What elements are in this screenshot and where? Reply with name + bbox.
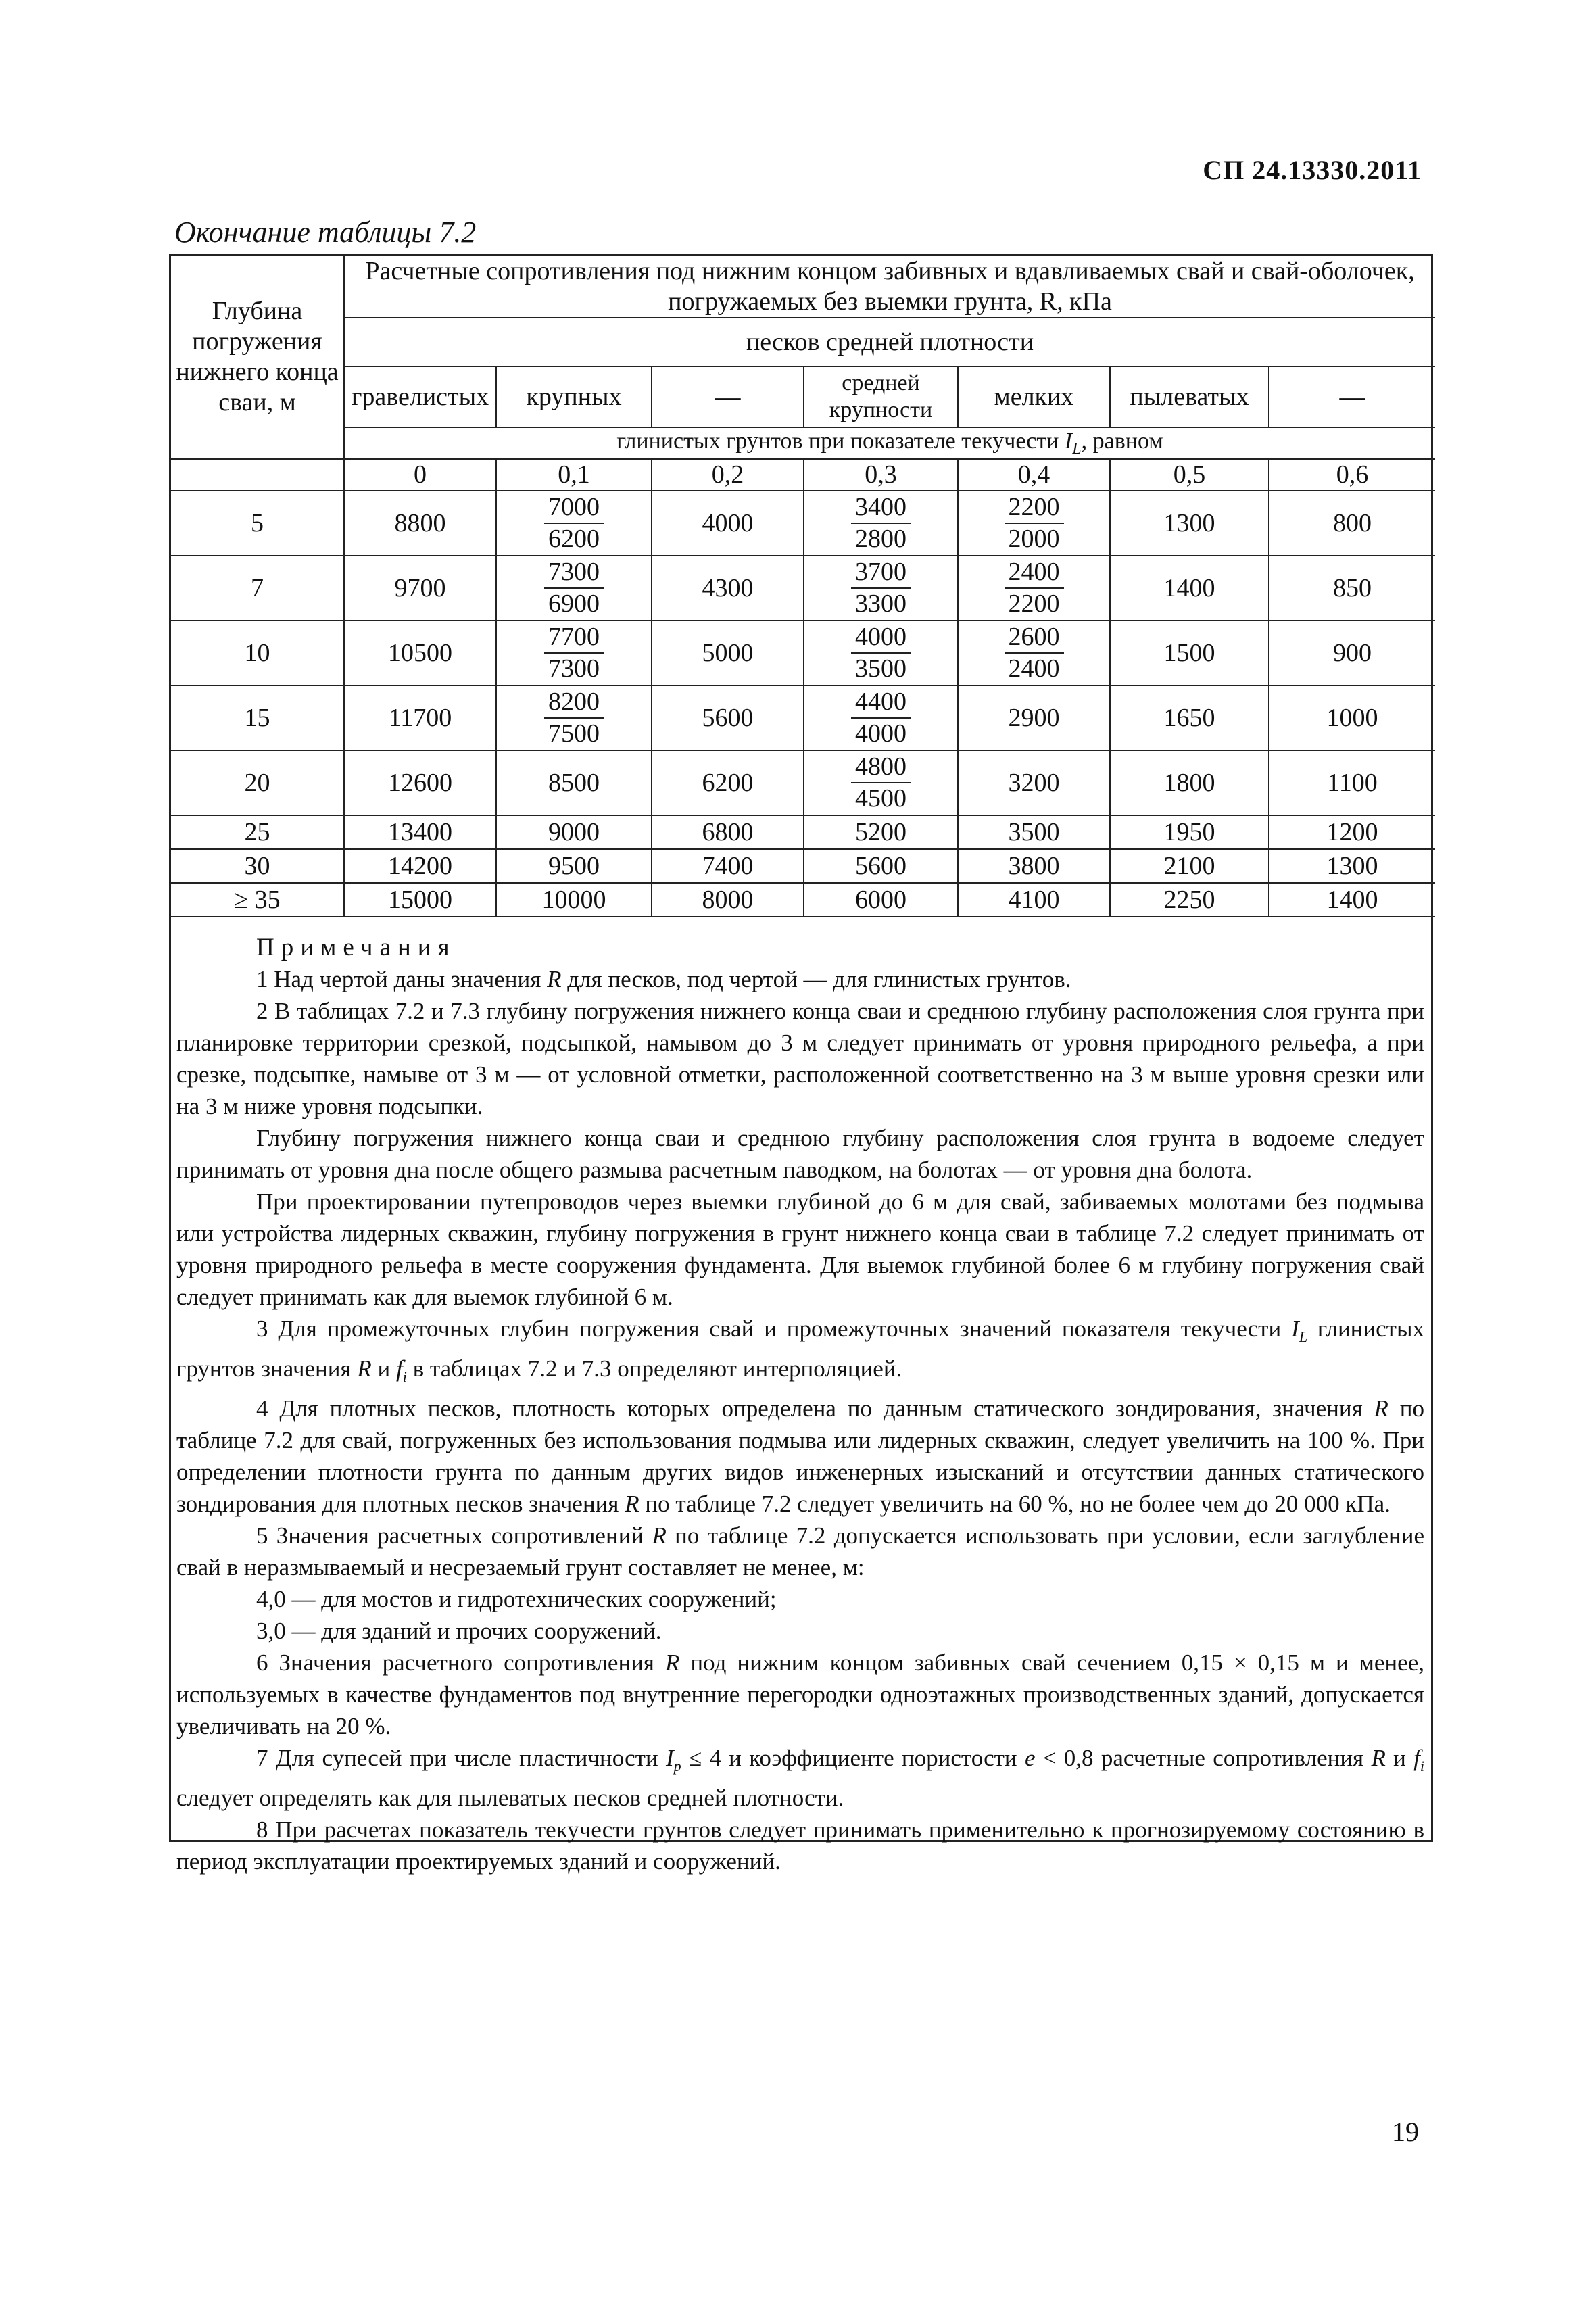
table-row [171, 849, 1435, 883]
sand-type-header: — [1269, 366, 1435, 427]
value-cell: 800 [1269, 491, 1435, 556]
clay-header: глинистых грунтов при показателе текучести $I_L$, равном [344, 427, 1435, 459]
il-corner-cell [171, 459, 344, 491]
value-cell: 1950 [1110, 815, 1269, 849]
table-row [171, 750, 1435, 815]
clay-value: 3300 [855, 589, 906, 618]
sand-type-header: пылеватых [1110, 366, 1269, 427]
value-cell: 13400 [344, 815, 496, 849]
value-cell: 12600 [344, 750, 496, 815]
clay-value: 4000 [855, 719, 906, 748]
sand-value: 3400 [851, 492, 911, 524]
value-cell: 1200 [1269, 815, 1435, 849]
value-cell: 5600 [652, 685, 804, 750]
value-cell [496, 491, 652, 556]
value-cell: 900 [1269, 621, 1435, 685]
clay-value: 7300 [548, 654, 600, 683]
value-cell: 15000 [344, 883, 496, 917]
note-5-buildings: 3,0 — для зданий и прочих сооружений. [256, 1618, 662, 1644]
il-value-cell: 0,2 [652, 459, 804, 491]
value-cell [804, 556, 958, 621]
value-cell: 1400 [1269, 883, 1435, 917]
sand-value: 2400 [1005, 557, 1064, 589]
sand-clay-fraction [1005, 557, 1064, 619]
sand-clay-fraction [851, 557, 911, 619]
depth-cell: 7 [171, 556, 344, 621]
value-cell: 2100 [1110, 849, 1269, 883]
clay-value: 2400 [1008, 654, 1060, 683]
value-cell: 1500 [1110, 621, 1269, 685]
value-cell [496, 685, 652, 750]
table-caption: Окончание таблицы 7.2 [174, 216, 477, 249]
sand-clay-fraction [1005, 492, 1064, 554]
note-2: 2 В таблицах 7.2 и 7.3 глубину погружения нижнего конца сваи и среднюю глубину расположения слоя грунта при планировке территории срезкой, подсыпкой, намывом до 3 м следует принимать от уровня природного рельефа, а при срезке, подсыпке, намыве от 3 м — от условной отметки, расположенной соответственно на 3 м выше уровня срезки или на 3 м ниже уровня подсыпки. [176, 998, 1424, 1119]
value-cell: 4100 [958, 883, 1110, 917]
depth-header: Глубина погружения нижнего конца сваи, м [171, 256, 344, 459]
value-cell [496, 556, 652, 621]
value-cell [804, 491, 958, 556]
sand-clay-fraction [1005, 622, 1064, 684]
value-cell: 11700 [344, 685, 496, 750]
value-cell [804, 621, 958, 685]
clay-value: 6900 [548, 589, 600, 618]
value-cell [958, 621, 1110, 685]
depth-cell: 25 [171, 815, 344, 849]
value-cell [804, 750, 958, 815]
value-cell: 1650 [1110, 685, 1269, 750]
notes-section [171, 932, 1431, 1877]
sand-value: 7300 [544, 557, 604, 589]
resistance-table [171, 256, 1435, 917]
sand-type-header: крупных [496, 366, 652, 427]
depth-cell: 15 [171, 685, 344, 750]
note-2-overpass: При проектировании путепроводов через выемки глубиной до 6 м для свай, забиваемых молотами без подмыва или устройства лидерных скважин, глубину погружения в грунт нижнего конца сваи в таблице 7.2 следует принимать от уровня природного рельефа в месте сооружения фундамента. Для выемок глубиной более 6 м глубину погружения свай следует принимать как для выемок глубиной 6 м. [176, 1188, 1424, 1310]
depth-cell: 30 [171, 849, 344, 883]
note-8: 8 При расчетах показатель текучести грунтов следует принимать применительно к прогнозируемому состоянию в период эксплуатации проектируемых зданий и сооружений. [176, 1816, 1424, 1875]
sand-clay-fraction [851, 752, 911, 814]
note-6: 6 Значения расчетного сопротивления R под нижним концом забивных свай сечением 0,15 × 0,15 м и менее, используемых в качестве фундаментов под внутренние перегородки одноэтажных производственных зданий, допускается увеличивать на 20 %. [176, 1649, 1424, 1739]
value-cell: 6200 [652, 750, 804, 815]
clay-value: 3500 [855, 654, 906, 683]
value-cell [958, 491, 1110, 556]
value-cell: 1400 [1110, 556, 1269, 621]
value-cell: 2250 [1110, 883, 1269, 917]
il-value-cell: 0,1 [496, 459, 652, 491]
value-cell [496, 621, 652, 685]
sand-clay-fraction [851, 492, 911, 554]
value-cell: 6000 [804, 883, 958, 917]
clay-value: 7500 [548, 719, 600, 748]
note-7: 7 Для супесей при числе пластичности $I_p \le 4$ и коэффициенте пористости e < 0,8 расчетные сопротивления R и $f_i$ следует определять как для пылеватых песков средней плотности. [176, 1745, 1425, 1811]
value-cell: 5200 [804, 815, 958, 849]
value-cell: 8500 [496, 750, 652, 815]
notes-heading: Примечания [256, 934, 456, 961]
clay-value: 6200 [548, 524, 600, 553]
depth-cell: 20 [171, 750, 344, 815]
sand-group-header: песков средней плотности [344, 318, 1435, 366]
il-value-cell: 0,6 [1269, 459, 1435, 491]
resistance-header: Расчетные сопротивления под нижним концом забивных и вдавливаемых свай и свай-оболочек, погружаемых без выемки грунта, R, кПа [344, 256, 1435, 318]
table-row [171, 621, 1435, 685]
sand-type-header: гравелистых [344, 366, 496, 427]
clay-value: 2200 [1008, 589, 1060, 618]
value-cell: 10000 [496, 883, 652, 917]
document-code: СП 24.13330.2011 [1203, 155, 1422, 185]
sand-type-header: — [652, 366, 804, 427]
table-row [171, 556, 1435, 621]
table-row [171, 685, 1435, 750]
sand-type-header: мелких [958, 366, 1110, 427]
value-cell: 1000 [1269, 685, 1435, 750]
il-value-cell: 0,3 [804, 459, 958, 491]
sand-clay-fraction [544, 687, 604, 749]
value-cell: 3200 [958, 750, 1110, 815]
value-cell: 10500 [344, 621, 496, 685]
clay-value: 2800 [855, 524, 906, 553]
liquidity-index-row [171, 459, 1435, 491]
note-5: 5 Значения расчетных сопротивлений R по таблице 7.2 допускается использовать при условии, если заглубление свай в неразмываемый и несрезаемый грунт составляет не менее, м: [176, 1522, 1424, 1581]
sand-clay-fraction [851, 687, 911, 749]
value-cell: 8800 [344, 491, 496, 556]
depth-cell: 10 [171, 621, 344, 685]
value-cell: 1100 [1269, 750, 1435, 815]
value-cell: 9000 [496, 815, 652, 849]
clay-value: 4500 [855, 783, 906, 813]
il-value-cell: 0 [344, 459, 496, 491]
value-cell: 5600 [804, 849, 958, 883]
page-number: 19 [1392, 2117, 1419, 2147]
depth-cell: ≥ 35 [171, 883, 344, 917]
value-cell: 2900 [958, 685, 1110, 750]
sand-value: 4800 [851, 752, 911, 783]
sand-value: 4400 [851, 687, 911, 719]
value-cell: 4300 [652, 556, 804, 621]
value-cell: 9700 [344, 556, 496, 621]
value-cell: 5000 [652, 621, 804, 685]
sand-value: 2600 [1005, 622, 1064, 654]
sand-clay-fraction [544, 492, 604, 554]
clay-value: 2000 [1008, 524, 1060, 553]
sand-value: 8200 [544, 687, 604, 719]
value-cell: 14200 [344, 849, 496, 883]
value-cell: 1800 [1110, 750, 1269, 815]
table-row [171, 815, 1435, 849]
value-cell: 6800 [652, 815, 804, 849]
note-2-water: Глубину погружения нижнего конца сваи и среднюю глубину расположения слоя грунта в водоеме следует принимать от уровня дна после общего размыва расчетным паводком, на болотах — от уровня дна болота. [176, 1125, 1424, 1183]
il-value-cell: 0,5 [1110, 459, 1269, 491]
table-row [171, 491, 1435, 556]
value-cell [804, 685, 958, 750]
value-cell: 4000 [652, 491, 804, 556]
note-4: 4 Для плотных песков, плотность которых определена по данным статического зондирования, значения R по таблице 7.2 для свай, погруженных без использования подмыва или лидерных скважин, следует увеличить на 100 %. При определении плотности грунта по данным других видов инженерных изысканий и отсутствии данных статического зондирования для плотных песков значения R по таблице 7.2 следует увеличить на 60 %, но не более чем до 20 000 кПа. [176, 1395, 1424, 1517]
sand-clay-fraction [544, 557, 604, 619]
sand-value: 7700 [544, 622, 604, 654]
value-cell: 9500 [496, 849, 652, 883]
value-cell: 3800 [958, 849, 1110, 883]
table-body [171, 491, 1435, 917]
table-frame [169, 254, 1433, 1875]
note-3: 3 Для промежуточных глубин погружения свай и промежуточных значений показателя текучести $I_L$ глинистых грунтов значения R и $f_i$ в таблицах 7.2 и 7.3 определяют интерполяцией. [176, 1316, 1424, 1385]
value-cell: 1300 [1269, 849, 1435, 883]
sand-value: 4000 [851, 622, 911, 654]
note-5-bridges: 4,0 — для мостов и гидротехнических сооружений; [256, 1586, 777, 1612]
sand-value: 3700 [851, 557, 911, 589]
value-cell: 3500 [958, 815, 1110, 849]
value-cell: 850 [1269, 556, 1435, 621]
depth-cell: 5 [171, 491, 344, 556]
sand-clay-fraction [851, 622, 911, 684]
il-value-cell: 0,4 [958, 459, 1110, 491]
sand-clay-fraction [544, 622, 604, 684]
value-cell: 7400 [652, 849, 804, 883]
value-cell: 1300 [1110, 491, 1269, 556]
sand-type-row [171, 366, 1435, 427]
note-1: 1 Над чертой даны значения R для песков, под чертой — для глинистых грунтов. [256, 966, 1071, 992]
sand-value: 2200 [1005, 492, 1064, 524]
sand-value: 7000 [544, 492, 604, 524]
value-cell [958, 556, 1110, 621]
table-row [171, 883, 1435, 917]
sand-type-header: средней крупности [804, 366, 958, 427]
value-cell: 8000 [652, 883, 804, 917]
